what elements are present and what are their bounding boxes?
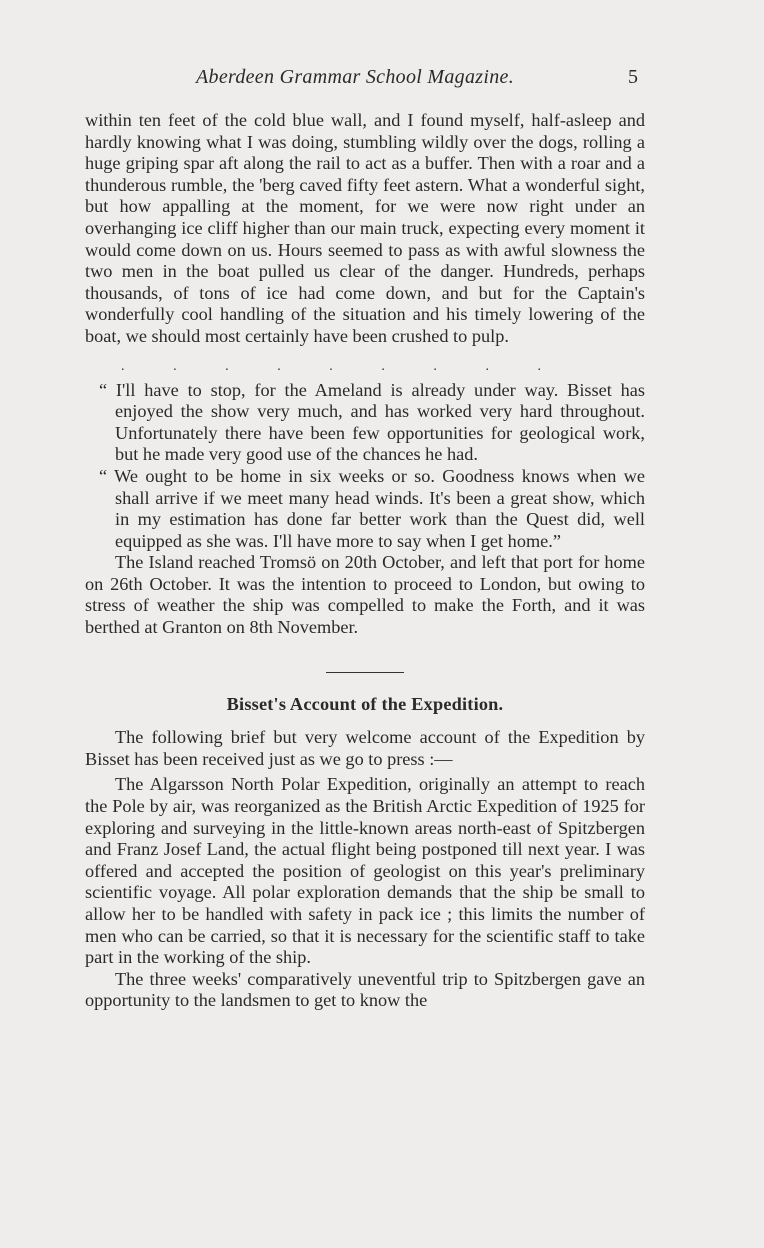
- separator-dot: .: [381, 358, 385, 374]
- separator-dot: .: [329, 358, 333, 374]
- page-number: 5: [628, 66, 638, 88]
- separator-dot: .: [537, 358, 541, 374]
- separator-dot: .: [225, 358, 229, 374]
- separator-dot: .: [173, 358, 177, 374]
- quoted-paragraph: “ We ought to be home in six weeks or so. Goodness knows when we shall arrive if we meet many head winds. It's been a great show, which in my estimation has done far better work than the Quest did, well equipped as she was. I'll have more to say when I get home.”: [99, 465, 645, 551]
- body-paragraph: The Algarsson North Polar Expedition, originally an attempt to reach the Pole by air, was reorganized as the British Arctic Expedition of 1925 for exploring and surveying in the little-known areas north-east of Spitzbergen and Franz Josef Land, the actual flight being postponed till next year. I was offered and accepted the position of geologist on this year's preliminary scientific voyage. All polar exploration demands that the ship be small to allow her to be handled with safety in pack ice ; this limits the number of men who can be carried, so that it is necessary for the scientific staff to take part in the working of the ship.: [85, 774, 645, 968]
- ellipsis-separator: [121, 358, 541, 374]
- page-body: [85, 110, 645, 1012]
- body-paragraph: The three weeks' comparatively uneventful trip to Spitzbergen gave an opportunity to the landsmen to get to know the: [85, 968, 645, 1011]
- continued-paragraph: within ten feet of the cold blue wall, and I found myself, half-asleep and hardly knowing what I was doing, stumbling wildly over the dogs, rolling a huge griping spar aft along the rail to act as a buffer. Then with a roar and a thunderous rumble, the 'berg caved fifty feet astern. What a wonderful sight, but how appalling at the moment, for we were now right under an overhanging ice cliff higher than our main truck, expecting every moment it would come down on us. Hours seemed to pass as with awful slowness the two men in the boat pulled us clear of the danger. Hundreds, perhaps thousands, of tons of ice had come down, and but for the Captain's wonderfully cool handling of the situation and his timely lowering of the boat, we should most certainly have been crushed to pulp.: [85, 110, 645, 346]
- running-title: Aberdeen Grammar School Magazine.: [196, 66, 514, 88]
- separator-dot: .: [277, 358, 281, 374]
- separator-dot: .: [485, 358, 489, 374]
- page-header: [0, 62, 764, 96]
- quoted-paragraph: “ I'll have to stop, for the Ameland is already under way. Bisset has enjoyed the show very much, and has worked very hard throughout. Unfortunately there have been few opportunities for geological work, but he made very good use of the chances he had.: [99, 379, 645, 465]
- section-divider: [326, 672, 404, 673]
- section-heading: Bisset's Account of the Expedition.: [226, 693, 504, 714]
- body-paragraph: The Island reached Tromsö on 20th October, and left that port for home on 26th October. It was the intention to proceed to London, but owing to stress of weather the ship was compelled to make the Forth, and it was berthed at Granton on 8th November.: [85, 552, 645, 638]
- separator-dot: .: [121, 358, 125, 374]
- separator-dot: .: [433, 358, 437, 374]
- body-paragraph: The following brief but very welcome account of the Expedition by Bisset has been received just as we go to press :—: [85, 727, 645, 769]
